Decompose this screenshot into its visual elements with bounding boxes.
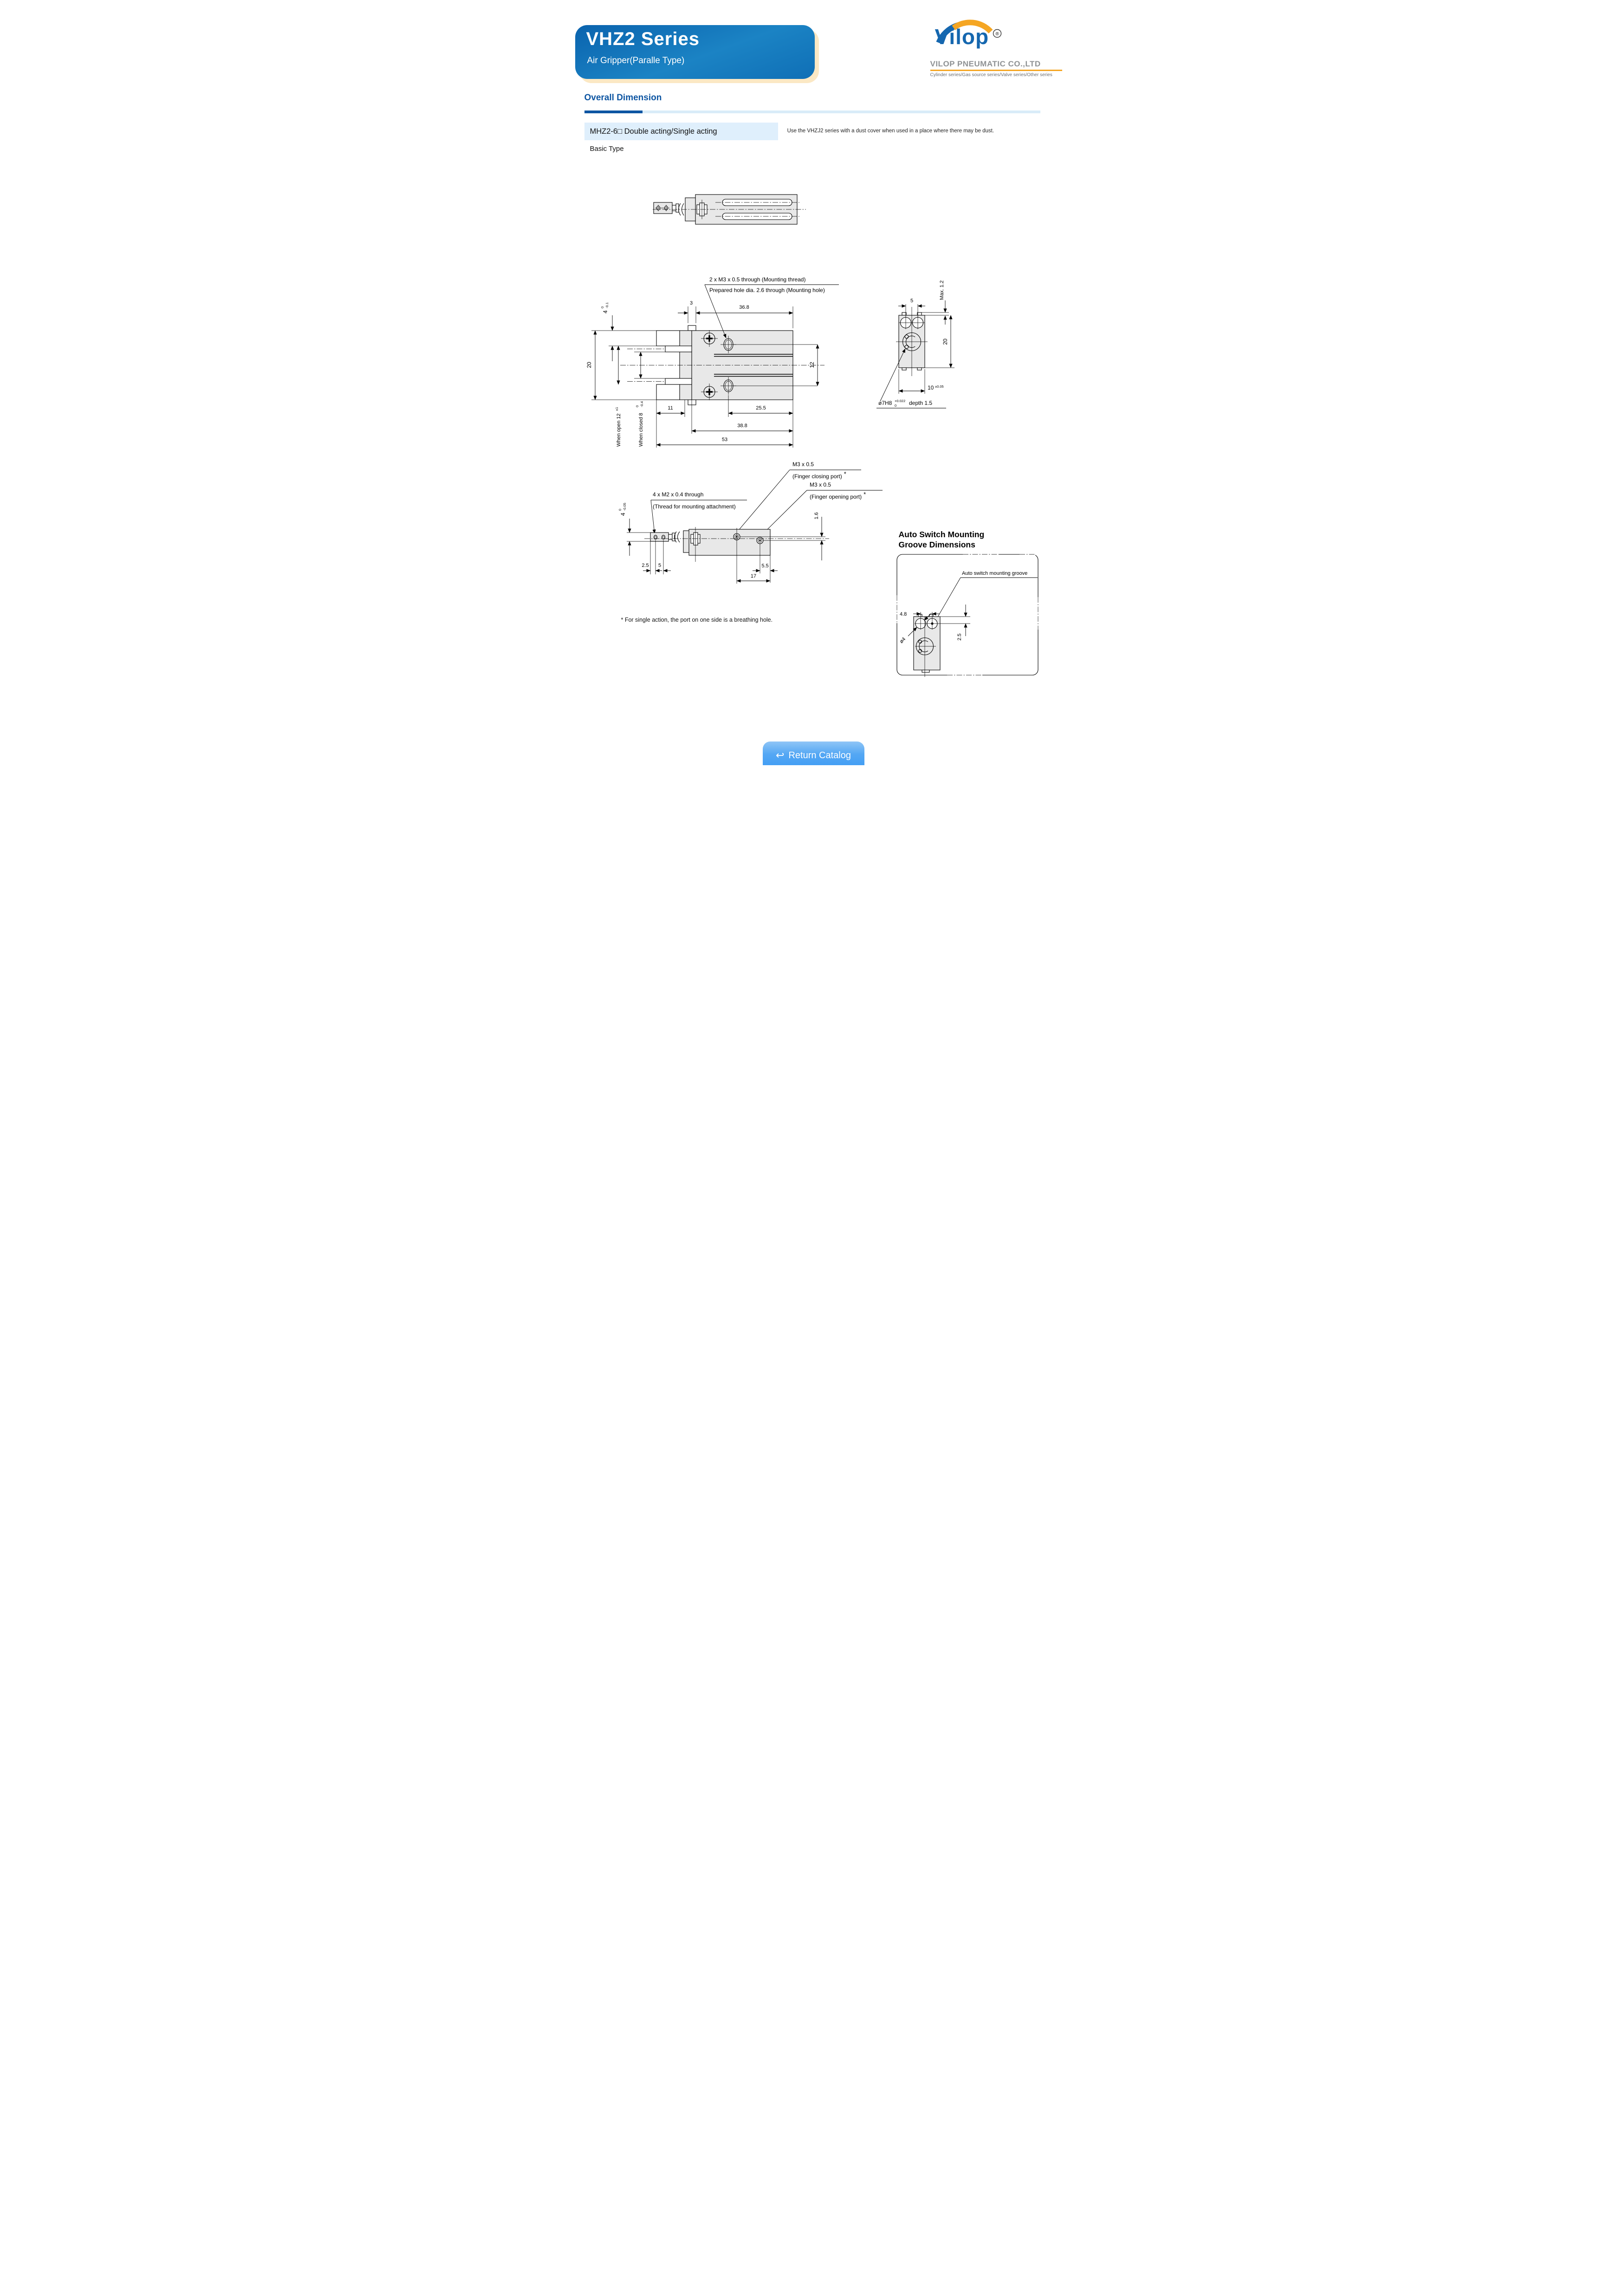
svg-text:-0.05: -0.05 <box>622 502 627 511</box>
svg-text:0: 0 <box>600 306 604 308</box>
auto-switch-heading <box>899 530 985 550</box>
front-view-figure <box>583 260 883 450</box>
svg-text:+0.022: +0.022 <box>894 399 905 403</box>
section-title: Overall Dimension <box>584 93 662 103</box>
dim-max-1-2 <box>922 280 949 325</box>
svg-text:25.5: 25.5 <box>755 405 766 411</box>
dim-3-36-8 <box>678 300 793 328</box>
dim-when-open <box>615 346 622 447</box>
mounting-thread-callout <box>705 276 839 338</box>
svg-text:20: 20 <box>585 362 592 368</box>
svg-text:(Thread for mounting attachmen: (Thread for mounting attachment) <box>652 503 736 510</box>
svg-text:ø4: ø4 <box>898 636 907 645</box>
logo-divider <box>930 70 1062 71</box>
model-heading-box <box>584 123 778 140</box>
side-view-body <box>896 307 928 376</box>
opening-port-callout <box>759 481 883 538</box>
auto-switch-figure <box>895 553 1040 679</box>
svg-text:10: 10 <box>927 384 934 391</box>
gripper-side-drawing <box>653 195 806 224</box>
basic-type-label: Basic Type <box>590 145 624 153</box>
svg-text:M3 x 0.5: M3 x 0.5 <box>792 461 814 468</box>
front-view-body <box>620 325 824 405</box>
svg-text:4 x M2 x 0.4 through: 4 x M2 x 0.4 through <box>652 491 703 498</box>
catalog-page <box>541 0 1082 765</box>
section-underline <box>584 111 1040 113</box>
svg-text:11: 11 <box>667 405 673 411</box>
svg-text:36.8: 36.8 <box>739 305 749 310</box>
svg-text:53: 53 <box>721 437 727 442</box>
svg-text:2 x M3 x 0.5 through (Mounting: 2 x M3 x 0.5 through (Mounting thread) <box>709 276 805 283</box>
dim-20-side <box>925 315 954 368</box>
svg-text:3: 3 <box>689 300 693 306</box>
svg-text:2.5: 2.5 <box>641 563 649 568</box>
logo-brand: Vilop <box>935 25 989 49</box>
svg-text:0: 0 <box>894 403 896 408</box>
auto-switch-heading-line2: Groove Dimensions <box>898 540 975 549</box>
svg-text:depth 1.5: depth 1.5 <box>909 400 932 406</box>
series-title: VHZ2 Series <box>586 29 700 49</box>
dim-4-finger <box>600 302 656 361</box>
svg-text:17: 17 <box>750 573 756 579</box>
svg-text:2.5: 2.5 <box>956 633 962 641</box>
svg-text:When open 12: When open 12 <box>616 413 622 447</box>
svg-text:1.6: 1.6 <box>813 512 819 520</box>
svg-text:38.8: 38.8 <box>737 423 747 429</box>
registered-icon: ® <box>995 32 999 37</box>
groove-body <box>914 614 940 677</box>
dim-2-5-5 <box>642 540 671 574</box>
svg-text:±0.05: ±0.05 <box>935 384 944 389</box>
side-view-figure <box>876 276 1024 425</box>
svg-text:(Finger closing port)*: (Finger closing port) * <box>792 470 846 480</box>
svg-text:When closed 8: When closed 8 <box>638 413 644 447</box>
return-catalog-button[interactable] <box>763 741 864 765</box>
svg-text:-0.4: -0.4 <box>639 401 644 407</box>
dims-bottom <box>656 395 793 448</box>
dim-4-attachment <box>618 503 650 556</box>
logo-tagline: Cylinder series/Gas source series/Valve series/Other series <box>930 72 1052 78</box>
series-subtitle: Air Gripper(Paralle Type) <box>587 56 685 65</box>
svg-text:M3 x 0.5: M3 x 0.5 <box>809 481 831 488</box>
logo-company: VILOP PNEUMATIC CO.,LTD <box>930 59 1041 68</box>
svg-text:-0.1: -0.1 <box>604 302 609 308</box>
top-view-figure <box>616 457 908 624</box>
svg-text:±1: ±1 <box>614 407 619 411</box>
svg-text:5.5: 5.5 <box>761 563 769 569</box>
return-arrow-icon: ↩ <box>776 749 785 761</box>
svg-text:4: 4 <box>619 513 626 516</box>
dim-12-right <box>809 345 818 386</box>
svg-text:Max. 1.2: Max. 1.2 <box>939 280 945 300</box>
svg-text:0: 0 <box>635 405 639 407</box>
dust-cover-note: Use the VHZJ2 series with a dust cover when used in a place where there may be dust. <box>787 128 994 134</box>
auto-switch-heading-line1: Auto Switch Mounting <box>898 530 985 539</box>
model-name: MHZ2-6□ Double acting/Single acting <box>590 127 717 136</box>
basic-type-figure <box>653 190 811 241</box>
svg-text:Prepared hole dia. 2.6 through: Prepared hole dia. 2.6 through (Mounting hole) <box>709 287 825 293</box>
dim-5-5-17 <box>737 555 778 583</box>
svg-text:4.8: 4.8 <box>899 611 907 617</box>
svg-text:20: 20 <box>941 338 948 345</box>
svg-text:5: 5 <box>658 563 661 568</box>
svg-text:0: 0 <box>617 508 622 511</box>
groove-callout <box>935 571 1038 621</box>
dim-2-5-groove <box>938 605 970 641</box>
svg-text:4: 4 <box>602 310 609 313</box>
dim-10-side <box>899 369 944 394</box>
single-action-footnote: * For single action, the port on one side is a breathing hole. <box>621 617 773 623</box>
svg-text:(Finger opening port)*: (Finger opening port) * <box>809 491 866 500</box>
svg-text:Auto switch mounting groove: Auto switch mounting groove <box>961 571 1027 576</box>
dim-1-6 <box>814 512 822 560</box>
svg-text:ø7H8: ø7H8 <box>878 400 892 406</box>
header-banner <box>575 25 815 79</box>
section-underline-accent <box>584 111 643 113</box>
svg-text:12: 12 <box>808 362 815 368</box>
m2-thread-callout <box>651 491 747 533</box>
svg-text:5: 5 <box>910 298 913 304</box>
return-catalog-label: Return Catalog <box>788 750 851 761</box>
